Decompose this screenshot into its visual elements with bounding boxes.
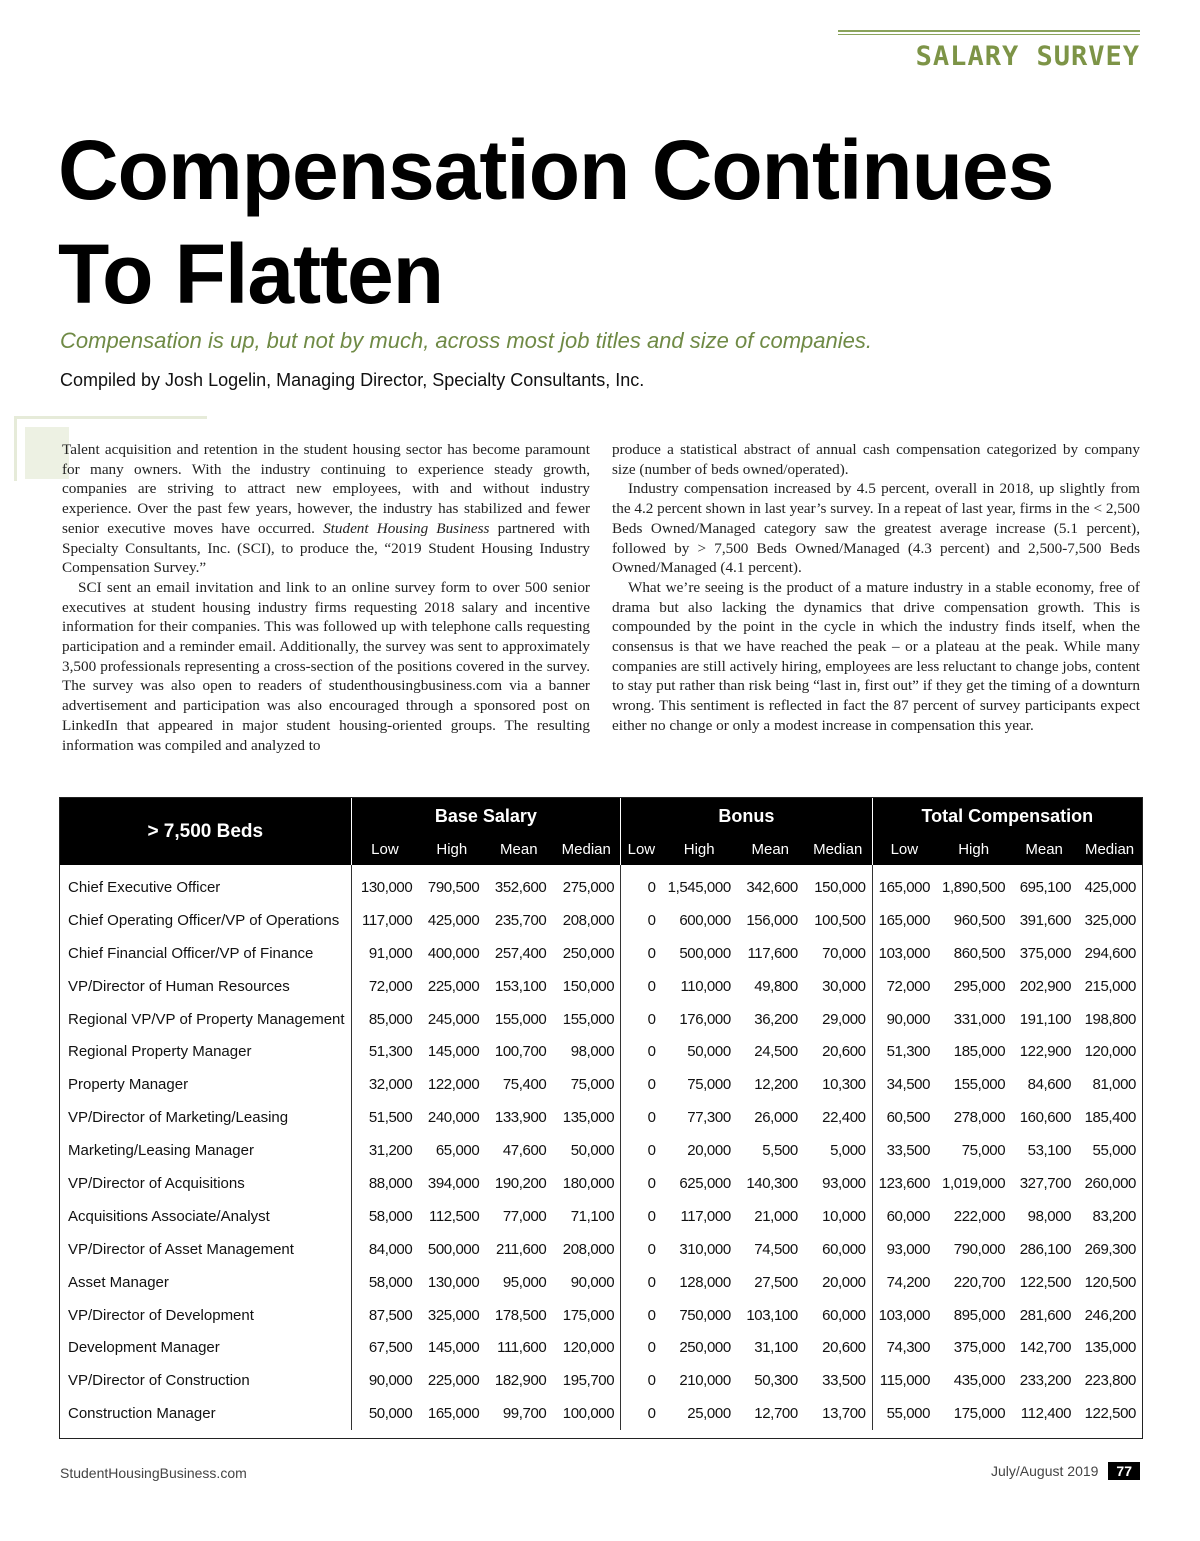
value-cell: 327,700: [1019, 1174, 1072, 1192]
value-cell: 25,000: [687, 1405, 731, 1423]
table-row: [60, 904, 1142, 937]
table-row: [60, 1364, 1142, 1397]
value-cell: 325,000: [427, 1306, 480, 1324]
value-cell: 0: [621, 1364, 662, 1397]
value-cell: 112,500: [429, 1207, 480, 1225]
table-row: [60, 1299, 1142, 1332]
value-cell: 98,000: [1027, 1207, 1072, 1225]
value-cell: 87,500: [351, 1299, 418, 1332]
value-cell: 71,100: [570, 1207, 615, 1225]
value-cell: 1,545,000: [667, 878, 731, 896]
value-cell: 352,600: [494, 878, 547, 896]
value-cell: 5,500: [762, 1142, 798, 1160]
value-cell: 33,500: [822, 1372, 866, 1390]
value-cell: 223,800: [1084, 1372, 1136, 1390]
job-title-cell: Asset Manager: [68, 1273, 169, 1291]
value-cell: 75,400: [502, 1076, 547, 1094]
value-cell: 122,500: [1084, 1405, 1136, 1423]
value-cell: 60,500: [872, 1101, 936, 1134]
value-cell: 67,500: [351, 1331, 418, 1364]
value-cell: 325,000: [1084, 911, 1136, 929]
value-cell: 180,000: [562, 1174, 615, 1192]
table-row: [60, 1167, 1142, 1200]
paragraph: [62, 440, 590, 578]
value-cell: 51,300: [351, 1035, 418, 1068]
job-title-cell: Marketing/Leasing Manager: [68, 1142, 254, 1160]
value-cell: 0: [621, 1035, 662, 1068]
deck-subtitle: Compensation is up, but not by much, across most job titles and size of companies.: [60, 328, 872, 353]
value-cell: 110,000: [680, 977, 731, 995]
value-cell: 275,000: [562, 878, 615, 896]
value-cell: 90,000: [570, 1273, 615, 1291]
value-cell: 269,300: [1084, 1240, 1136, 1258]
value-cell: 60,000: [822, 1306, 866, 1324]
value-cell: 153,100: [494, 977, 547, 995]
value-cell: 22,400: [822, 1109, 866, 1127]
value-cell: 85,000: [351, 1003, 418, 1036]
value-cell: 34,500: [872, 1068, 936, 1101]
table-body: [60, 865, 1142, 1430]
value-cell: 208,000: [562, 1240, 615, 1258]
column-header-mean: Mean: [737, 834, 804, 865]
value-cell: 55,000: [1092, 1142, 1136, 1160]
value-cell: 225,000: [427, 1372, 480, 1390]
value-cell: 10,300: [822, 1076, 866, 1094]
value-cell: 160,600: [1019, 1109, 1072, 1127]
value-cell: 208,000: [562, 911, 615, 929]
table-row: [60, 1397, 1142, 1430]
group-header-base-salary: Base Salary: [351, 798, 621, 834]
value-cell: 211,600: [496, 1240, 547, 1258]
value-cell: 245,000: [427, 1010, 480, 1028]
value-cell: 33,500: [872, 1134, 936, 1167]
value-cell: 0: [621, 937, 662, 970]
table-row: [60, 970, 1142, 1003]
value-cell: 99,700: [502, 1405, 547, 1423]
column-header-mean: Mean: [485, 834, 552, 865]
value-cell: 47,600: [502, 1142, 547, 1160]
job-title-cell: VP/Director of Marketing/Leasing: [68, 1109, 289, 1127]
value-cell: 49,800: [754, 977, 798, 995]
group-header-total-compensation: Total Compensation: [872, 798, 1142, 834]
value-cell: 26,000: [754, 1109, 798, 1127]
value-cell: 375,000: [1019, 944, 1072, 962]
value-cell: 1,019,000: [942, 1174, 1006, 1192]
job-title-cell: Chief Executive Officer: [68, 878, 221, 896]
value-cell: 100,700: [494, 1043, 547, 1061]
value-cell: 0: [621, 1299, 662, 1332]
value-cell: 150,000: [814, 878, 866, 896]
value-cell: 400,000: [427, 944, 480, 962]
value-cell: 13,700: [822, 1405, 866, 1423]
value-cell: 117,600: [747, 944, 798, 962]
value-cell: 70,000: [822, 944, 866, 962]
paragraph: Industry compensation increased by 4.5 percent, overall in 2018, up slightly from the 4.2 percent shown in last year’s survey. In a repeat of last year, firms in the < 2,500 Beds Owned/Managed category saw the greatest average increase (5.1 percent), followed by > 7,500 Beds Owned/Managed (4.3 percent) and 2,500-7,500 Beds Owned/Managed (4.1 percent).: [612, 480, 1140, 577]
value-cell: 135,000: [1084, 1339, 1136, 1357]
table-row: [60, 1266, 1142, 1299]
value-cell: 58,000: [351, 1266, 418, 1299]
value-cell: 425,000: [427, 911, 480, 929]
value-cell: 294,600: [1084, 944, 1136, 962]
value-cell: 133,900: [494, 1109, 547, 1127]
value-cell: 0: [621, 1101, 662, 1134]
value-cell: 77,000: [502, 1207, 547, 1225]
value-cell: 74,300: [872, 1331, 936, 1364]
value-cell: 91,000: [351, 937, 418, 970]
value-cell: 0: [621, 1397, 662, 1430]
value-cell: 391,600: [1019, 911, 1072, 929]
job-title-cell: Chief Financial Officer/VP of Finance: [68, 944, 314, 962]
value-cell: 176,000: [679, 1010, 731, 1028]
value-cell: 120,500: [1084, 1273, 1136, 1291]
value-cell: 145,000: [427, 1339, 480, 1357]
value-cell: 122,900: [1019, 1043, 1072, 1061]
value-cell: 130,000: [427, 1273, 480, 1291]
value-cell: 190,200: [494, 1174, 547, 1192]
value-cell: 122,000: [427, 1076, 480, 1094]
job-title-cell: Regional VP/VP of Property Management: [68, 1010, 345, 1028]
value-cell: 103,000: [872, 1299, 936, 1332]
value-cell: 120,000: [562, 1339, 615, 1357]
column-header-low: Low: [351, 834, 418, 865]
value-cell: 93,000: [872, 1233, 936, 1266]
table-row: [60, 1134, 1142, 1167]
value-cell: 5,000: [830, 1142, 866, 1160]
paragraph: What we’re seeing is the product of a mature industry in a stable economy, free of drama but also lacking the dynamics that drive compensation growth. This is compounded by the point in the cycle in which the industry finds itself, when the consensus is that we have reached the peak – or a plateau at the peak. While many companies are still actively hiring, employees are less reluctant to change jobs, content to stay put rather than risk being “last in, first out” if they get the timing of a downturn wrong. This sentiment is reflected in fact the 87 percent of survey participants expect either no change or only a modest increase in compensation this year.: [612, 578, 1141, 734]
value-cell: 58,000: [351, 1200, 418, 1233]
value-cell: 65,000: [435, 1142, 480, 1160]
value-cell: 130,000: [351, 865, 418, 904]
job-title-cell: Acquisitions Associate/Analyst: [68, 1207, 270, 1225]
value-cell: 215,000: [1084, 977, 1136, 995]
value-cell: 0: [621, 1003, 662, 1036]
value-cell: 155,000: [494, 1010, 547, 1028]
value-cell: 625,000: [679, 1174, 731, 1192]
paragraph-text: partnered with Specialty Consultants, Inc. (SCI), to produce the, “2019 Student Housing Industry Compensation Survey.”: [62, 519, 591, 577]
value-cell: 83,200: [1092, 1207, 1136, 1225]
compensation-table: [60, 798, 1142, 1430]
value-cell: 20,000: [687, 1142, 731, 1160]
job-title-cell: Construction Manager: [68, 1405, 216, 1423]
value-cell: 195,700: [562, 1372, 615, 1390]
value-cell: 225,000: [427, 977, 480, 995]
value-cell: 140,300: [746, 1174, 798, 1192]
table-row: [60, 1233, 1142, 1266]
value-cell: 185,000: [953, 1043, 1006, 1061]
footer-website: StudentHousingBusiness.com: [60, 1465, 247, 1481]
value-cell: 145,000: [427, 1043, 480, 1061]
column-header-median: Median: [552, 834, 620, 865]
value-cell: 100,000: [562, 1405, 615, 1423]
column-header-low: Low: [621, 834, 662, 865]
value-cell: 31,200: [351, 1134, 418, 1167]
value-cell: 165,000: [872, 865, 936, 904]
value-cell: 60,000: [822, 1240, 866, 1258]
value-cell: 29,000: [822, 1010, 866, 1028]
value-cell: 0: [621, 1068, 662, 1101]
value-cell: 0: [621, 1167, 662, 1200]
column-header-median: Median: [1077, 834, 1142, 865]
value-cell: 20,600: [822, 1043, 866, 1061]
column-header-high: High: [936, 834, 1011, 865]
value-cell: 246,200: [1084, 1306, 1136, 1324]
value-cell: 142,700: [1019, 1339, 1072, 1357]
page-number: 77: [1108, 1462, 1140, 1480]
value-cell: 0: [621, 1331, 662, 1364]
bed-category-header: > 7,500 Beds: [60, 798, 351, 865]
value-cell: 135,000: [562, 1109, 615, 1127]
value-cell: 235,700: [494, 911, 547, 929]
value-cell: 0: [621, 1233, 662, 1266]
column-header-high: High: [418, 834, 485, 865]
value-cell: 175,000: [562, 1306, 615, 1324]
value-cell: 84,600: [1027, 1076, 1072, 1094]
value-cell: 72,000: [872, 970, 936, 1003]
value-cell: 222,000: [953, 1207, 1006, 1225]
table-row: [60, 1200, 1142, 1233]
paragraph: SCI sent an email invitation and link to an online survey form to over 500 senior executives at student housing industry firms requesting 2018 salary and incentive information for their companies. This was followed up with telephone calls requesting participation and a reminder email. Additionally, the survey was sent to approximately 3,500 professionals representing a cross-section of the positions covered in the survey. The survey was also open to readers of studenthousingbusiness.com via a banner advertisement and participation was also encouraged through a sponsored post on LinkedIn that appeared in major student housing-oriented groups. The resulting information was compiled and analyzed to: [62, 578, 590, 754]
value-cell: 12,200: [754, 1076, 798, 1094]
value-cell: 50,000: [687, 1043, 731, 1061]
value-cell: 260,000: [1084, 1174, 1136, 1192]
paragraph: produce a statistical abstract of annual cash compensation categorized by company size (number of beds owned/operated).: [612, 441, 1140, 478]
job-title-cell: Property Manager: [68, 1076, 189, 1094]
value-cell: 220,700: [953, 1273, 1006, 1291]
value-cell: 128,000: [679, 1273, 731, 1291]
value-cell: 257,400: [494, 944, 547, 962]
paragraph-text: Talent acquisition and retention in the student housing sector has become paramount for many owners. With the industry continuing to experience steady growth, companies are striving to attract new employees, with and without industry experience. Over the past few years, however, the industry has stabilized and fewer senior executive moves have occurred.: [62, 441, 590, 537]
value-cell: 24,500: [754, 1043, 798, 1061]
value-cell: 27,500: [754, 1273, 798, 1291]
value-cell: 750,000: [679, 1306, 731, 1324]
value-cell: 185,400: [1084, 1109, 1136, 1127]
value-cell: 790,500: [427, 878, 480, 896]
value-cell: 50,000: [570, 1142, 615, 1160]
value-cell: 115,000: [872, 1364, 936, 1397]
value-cell: 202,900: [1019, 977, 1072, 995]
value-cell: 77,300: [687, 1109, 731, 1127]
value-cell: 295,000: [953, 977, 1006, 995]
value-cell: 394,000: [427, 1174, 480, 1192]
value-cell: 10,000: [822, 1207, 866, 1225]
table-row: [60, 1003, 1142, 1036]
value-cell: 103,000: [872, 937, 936, 970]
compensation-table-container: [59, 797, 1143, 1439]
job-title-cell: Chief Operating Officer/VP of Operations: [68, 911, 340, 929]
value-cell: 790,000: [953, 1240, 1006, 1258]
value-cell: 30,000: [822, 977, 866, 995]
value-cell: 182,900: [494, 1372, 547, 1390]
value-cell: 895,000: [953, 1306, 1006, 1324]
value-cell: 75,000: [961, 1142, 1006, 1160]
value-cell: 12,700: [754, 1405, 798, 1423]
value-cell: 21,000: [754, 1207, 798, 1225]
value-cell: 74,500: [754, 1240, 798, 1258]
value-cell: 74,200: [872, 1266, 936, 1299]
footer-issue: July/August 2019: [991, 1463, 1099, 1479]
value-cell: 500,000: [679, 944, 731, 962]
value-cell: 117,000: [680, 1207, 731, 1225]
value-cell: 20,600: [822, 1339, 866, 1357]
job-title-cell: VP/Director of Acquisitions: [68, 1174, 245, 1192]
value-cell: 1,890,500: [942, 878, 1006, 896]
value-cell: 0: [621, 1266, 662, 1299]
value-cell: 112,400: [1020, 1405, 1072, 1423]
table-row: [60, 1068, 1142, 1101]
value-cell: 72,000: [351, 970, 418, 1003]
left-column: [62, 440, 590, 755]
value-cell: 331,000: [953, 1010, 1006, 1028]
value-cell: 150,000: [562, 977, 615, 995]
value-cell: 60,000: [872, 1200, 936, 1233]
column-header-high: High: [662, 834, 737, 865]
value-cell: 117,000: [351, 904, 418, 937]
section-label-bar: [838, 30, 1140, 77]
headline: Compensation Continues To Flatten: [58, 123, 1054, 321]
value-cell: 960,500: [953, 911, 1006, 929]
table-row: [60, 937, 1142, 970]
column-header-median: Median: [804, 834, 872, 865]
value-cell: 93,000: [822, 1174, 866, 1192]
column-header-mean: Mean: [1011, 834, 1077, 865]
job-title-cell: VP/Director of Construction: [68, 1372, 250, 1390]
value-cell: 50,300: [754, 1372, 798, 1390]
job-title-cell: VP/Director of Human Resources: [68, 977, 290, 995]
value-cell: 88,000: [351, 1167, 418, 1200]
publication-name: Student Housing Business: [323, 519, 490, 537]
value-cell: 165,000: [872, 904, 936, 937]
value-cell: 500,000: [427, 1240, 480, 1258]
job-title-cell: VP/Director of Asset Management: [68, 1240, 294, 1258]
value-cell: 81,000: [1092, 1076, 1136, 1094]
value-cell: 210,000: [679, 1372, 731, 1390]
value-cell: 103,100: [746, 1306, 798, 1324]
value-cell: 310,000: [679, 1240, 731, 1258]
table-row: [60, 1331, 1142, 1364]
value-cell: 32,000: [351, 1068, 418, 1101]
value-cell: 165,000: [427, 1405, 480, 1423]
job-title-cell: Development Manager: [68, 1339, 220, 1357]
value-cell: 90,000: [351, 1364, 418, 1397]
value-cell: 286,100: [1019, 1240, 1072, 1258]
value-cell: 120,000: [1084, 1043, 1136, 1061]
value-cell: 55,000: [872, 1397, 936, 1430]
value-cell: 84,000: [351, 1233, 418, 1266]
value-cell: 0: [621, 904, 662, 937]
value-cell: 0: [621, 865, 662, 904]
value-cell: 123,600: [872, 1167, 936, 1200]
value-cell: 100,500: [814, 911, 866, 929]
value-cell: 0: [621, 970, 662, 1003]
job-title-cell: VP/Director of Development: [68, 1306, 254, 1324]
value-cell: 178,500: [494, 1306, 547, 1324]
value-cell: 53,100: [1027, 1142, 1072, 1160]
value-cell: 0: [621, 1200, 662, 1233]
table-row: [60, 865, 1142, 904]
value-cell: 278,000: [953, 1109, 1006, 1127]
value-cell: 250,000: [679, 1339, 731, 1357]
value-cell: 342,600: [746, 878, 798, 896]
section-label: SALARY SURVEY: [838, 34, 1140, 77]
value-cell: 51,300: [872, 1035, 936, 1068]
value-cell: 95,000: [502, 1273, 547, 1291]
value-cell: 191,100: [1019, 1010, 1072, 1028]
value-cell: 600,000: [679, 911, 731, 929]
byline: Compiled by Josh Logelin, Managing Director, Specialty Consultants, Inc.: [60, 370, 645, 390]
value-cell: 860,500: [953, 944, 1006, 962]
value-cell: 155,000: [953, 1076, 1006, 1094]
value-cell: 31,100: [754, 1339, 798, 1357]
value-cell: 250,000: [562, 944, 615, 962]
value-cell: 281,600: [1019, 1306, 1072, 1324]
value-cell: 435,000: [953, 1372, 1006, 1390]
value-cell: 50,000: [351, 1397, 418, 1430]
column-header-low: Low: [872, 834, 936, 865]
value-cell: 240,000: [427, 1109, 480, 1127]
value-cell: 75,000: [570, 1076, 615, 1094]
value-cell: 20,000: [822, 1273, 866, 1291]
job-title-cell: Regional Property Manager: [68, 1043, 252, 1061]
value-cell: 233,200: [1019, 1372, 1072, 1390]
value-cell: 51,500: [351, 1101, 418, 1134]
value-cell: 122,500: [1019, 1273, 1072, 1291]
right-column: [612, 440, 1140, 755]
value-cell: 75,000: [687, 1076, 731, 1094]
value-cell: 175,000: [953, 1405, 1006, 1423]
group-header-bonus: Bonus: [621, 798, 872, 834]
value-cell: 0: [621, 1134, 662, 1167]
value-cell: 425,000: [1084, 878, 1136, 896]
value-cell: 90,000: [872, 1003, 936, 1036]
value-cell: 36,200: [754, 1010, 798, 1028]
article-body: [62, 440, 1140, 755]
value-cell: 695,100: [1019, 878, 1072, 896]
value-cell: 98,000: [570, 1043, 615, 1061]
value-cell: 155,000: [562, 1010, 615, 1028]
value-cell: 111,600: [497, 1339, 547, 1357]
table-row: [60, 1101, 1142, 1134]
footer-issue-info: [991, 1462, 1140, 1480]
value-cell: 198,800: [1084, 1010, 1136, 1028]
table-row: [60, 1035, 1142, 1068]
value-cell: 156,000: [746, 911, 798, 929]
value-cell: 375,000: [953, 1339, 1006, 1357]
